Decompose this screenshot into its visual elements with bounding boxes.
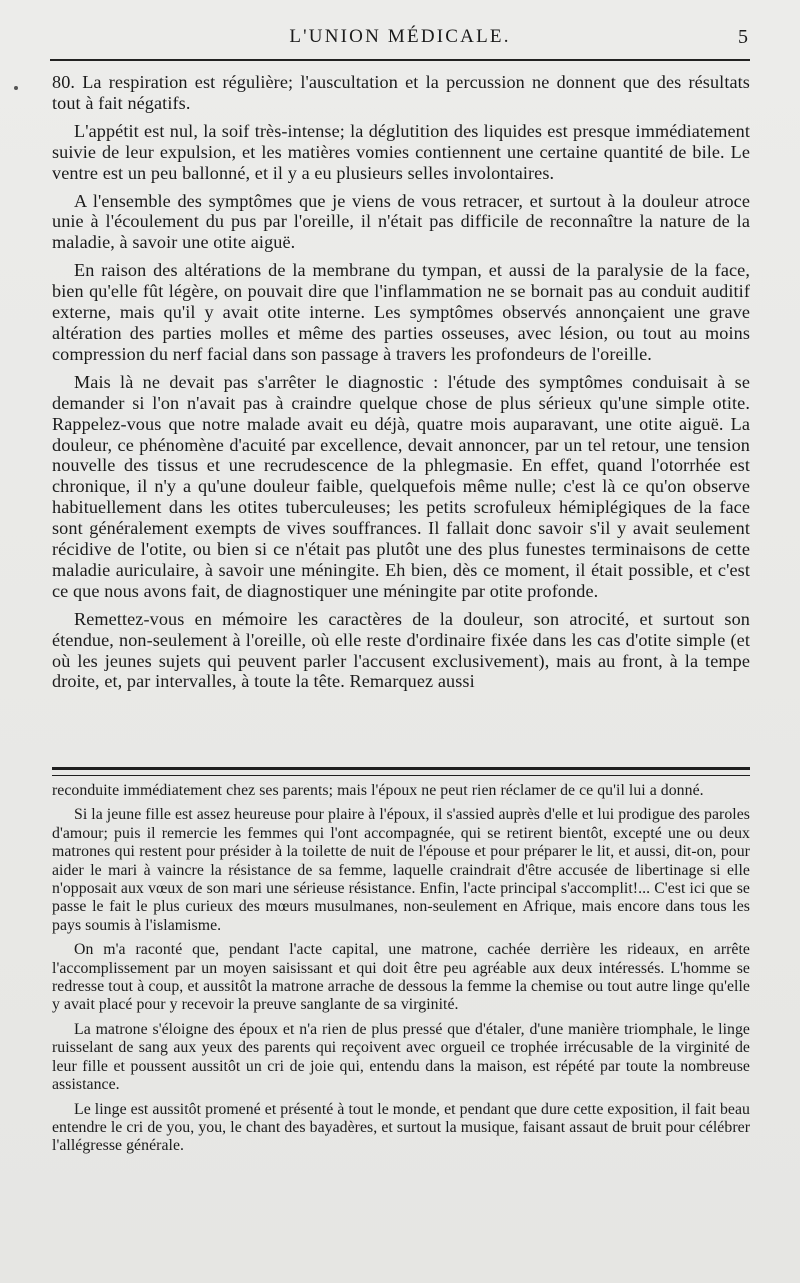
header-rule <box>50 59 750 61</box>
paragraph: A l'ensemble des symptômes que je viens de vous retracer, et surtout à la douleur atroce unie à l'écoulement du pus par l'oreille, il n'était pas difficile de reconnaître la nature de la maladie, à savoir une otite aiguë. <box>52 190 750 253</box>
paragraph: Le linge est aussitôt promené et présenté à tout le monde, et pendant que dure cette exposition, il fait beau entendre le cri de you, you, le chant des bayadères, et surtout la musique, faisant assaut de bruit pour célébrer l'allégresse générale. <box>52 1100 750 1155</box>
print-mark <box>14 86 18 90</box>
page-number: 5 <box>738 26 748 48</box>
main-article <box>52 72 750 699</box>
feuilleton-section <box>52 782 750 1162</box>
journal-title: L'UNION MÉDICALE. <box>289 26 511 47</box>
paragraph: On m'a raconté que, pendant l'acte capital, une matrone, cachée derrière les rideaux, en arrête l'accomplissement par un moyen saisissant et qui doit être peu agréable aux deux intéressés. L'homme se redresse tout à coup, et aussitôt la matrone arrache de dessous la femme la chemise ou tout autre linge qu'elle y avait placé pour y recevoir la preuve sanglante de sa virginité. <box>52 941 750 1014</box>
paragraph: Si la jeune fille est assez heureuse pour plaire à l'époux, il s'assied auprès d'elle et lui prodigue des paroles d'amour; puis il remercie les femmes qui l'ont accompagnée, qui se retirent bientôt, excepté une ou deux matrones qui restent pour présider à la toilette de nuit de l'épouse et pour préparer le lit, et aussi, dit-on, pour aider le mari à vaincre la résistance de sa femme, laquelle craindrait d'être accusée de libertinage si elle n'opposait aux vœux de son mari une sérieuse résistance. Enfin, l'acte principal s'accomplit!... C'est ici que se passe le fait le plus curieux des mœurs musulmanes, non-seulement en Afrique, mais encore dans tous les pays soumis à l'islamisme. <box>52 806 750 934</box>
paragraph: La matrone s'éloigne des époux et n'a rien de plus pressé que d'étaler, d'une manière triomphale, le linge ruisselant de sang aux yeux des parents qui reçoivent avec orgueil ce trophée irrécusable de la virginité de leur fille et poussent aussitôt un cri de joie qui, entendu dans la maison, est répété par toute la nombreuse assistance. <box>52 1020 750 1094</box>
paragraph: 80. La respiration est régulière; l'auscultation et la percussion ne donnent que des résultats tout à fait négatifs. <box>52 72 750 113</box>
paragraph: L'appétit est nul, la soif très-intense; la déglutition des liquides est presque immédiatement suivie de leur expulsion, et les matières vomies contiennent une certaine quantité de bile. Le ventre est un peu ballonné, et il y a eu plusieurs selles involontaires. <box>52 120 750 183</box>
paragraph: Remettez-vous en mémoire les caractères de la douleur, son atrocité, et surtout son étendue, non-seulement à l'oreille, où elle reste d'ordinaire fixée dans les cas d'otite simple (et où les jeunes sujets qui peuvent parler l'accusent exclusivement), mais au front, à la tempe droite, et, par intervalles, à toute la tête. Remarquez aussi <box>52 608 750 692</box>
paragraph: Mais là ne devait pas s'arrêter le diagnostic : l'étude des symptômes conduisait à se demander si l'on n'avait pas à craindre quelque chose de plus sérieux qu'une simple otite. Rappelez-vous que notre malade avait eu déjà, quatre mois auparavant, une otite aiguë. La douleur, ce phénomène d'acuité par excellence, devait annoncer, par un tel retour, une tension nouvelle des tissus et une recrudescence de la phlegmasie. En effet, quand l'otorrhée est chronique, il n'y a qu'une douleur faible, quelquefois même nulle; c'est là ce qu'on observe habituellement dans les otites tuberculeuses; les petits scrofuleux hémiplégiques de la face sont généralement exempts de vives souffrances. Il fallait donc savoir s'il y avait seulement récidive de l'otite, ou bien si ce n'était pas plutôt une des plus funestes terminaisons de cette maladie auriculaire, à savoir une méningite. Eh bien, dès ce moment, il était possible, et c'est ce que nous avons fait, de diagnostiquer une méningite par otite profonde. <box>52 371 750 601</box>
paragraph: reconduite immédiatement chez ses parents; mais l'époux ne peut rien réclamer de ce qu'il lui a donné. <box>52 782 704 799</box>
paragraph: En raison des altérations de la membrane du tympan, et aussi de la paralysie de la face, bien qu'elle fût légère, on pouvait dire que l'inflammation ne se bornait pas au conduit auditif externe, mais qu'il y avait otite interne. Les symptômes observés annonçaient une grave altération des parties molles et même des parties osseuses, avec lésion, ou tout au moins compression du nerf facial dans son passage à travers les profondeurs de l'oreille. <box>52 260 750 364</box>
feuilleton-divider <box>52 767 750 776</box>
running-head <box>0 22 800 50</box>
